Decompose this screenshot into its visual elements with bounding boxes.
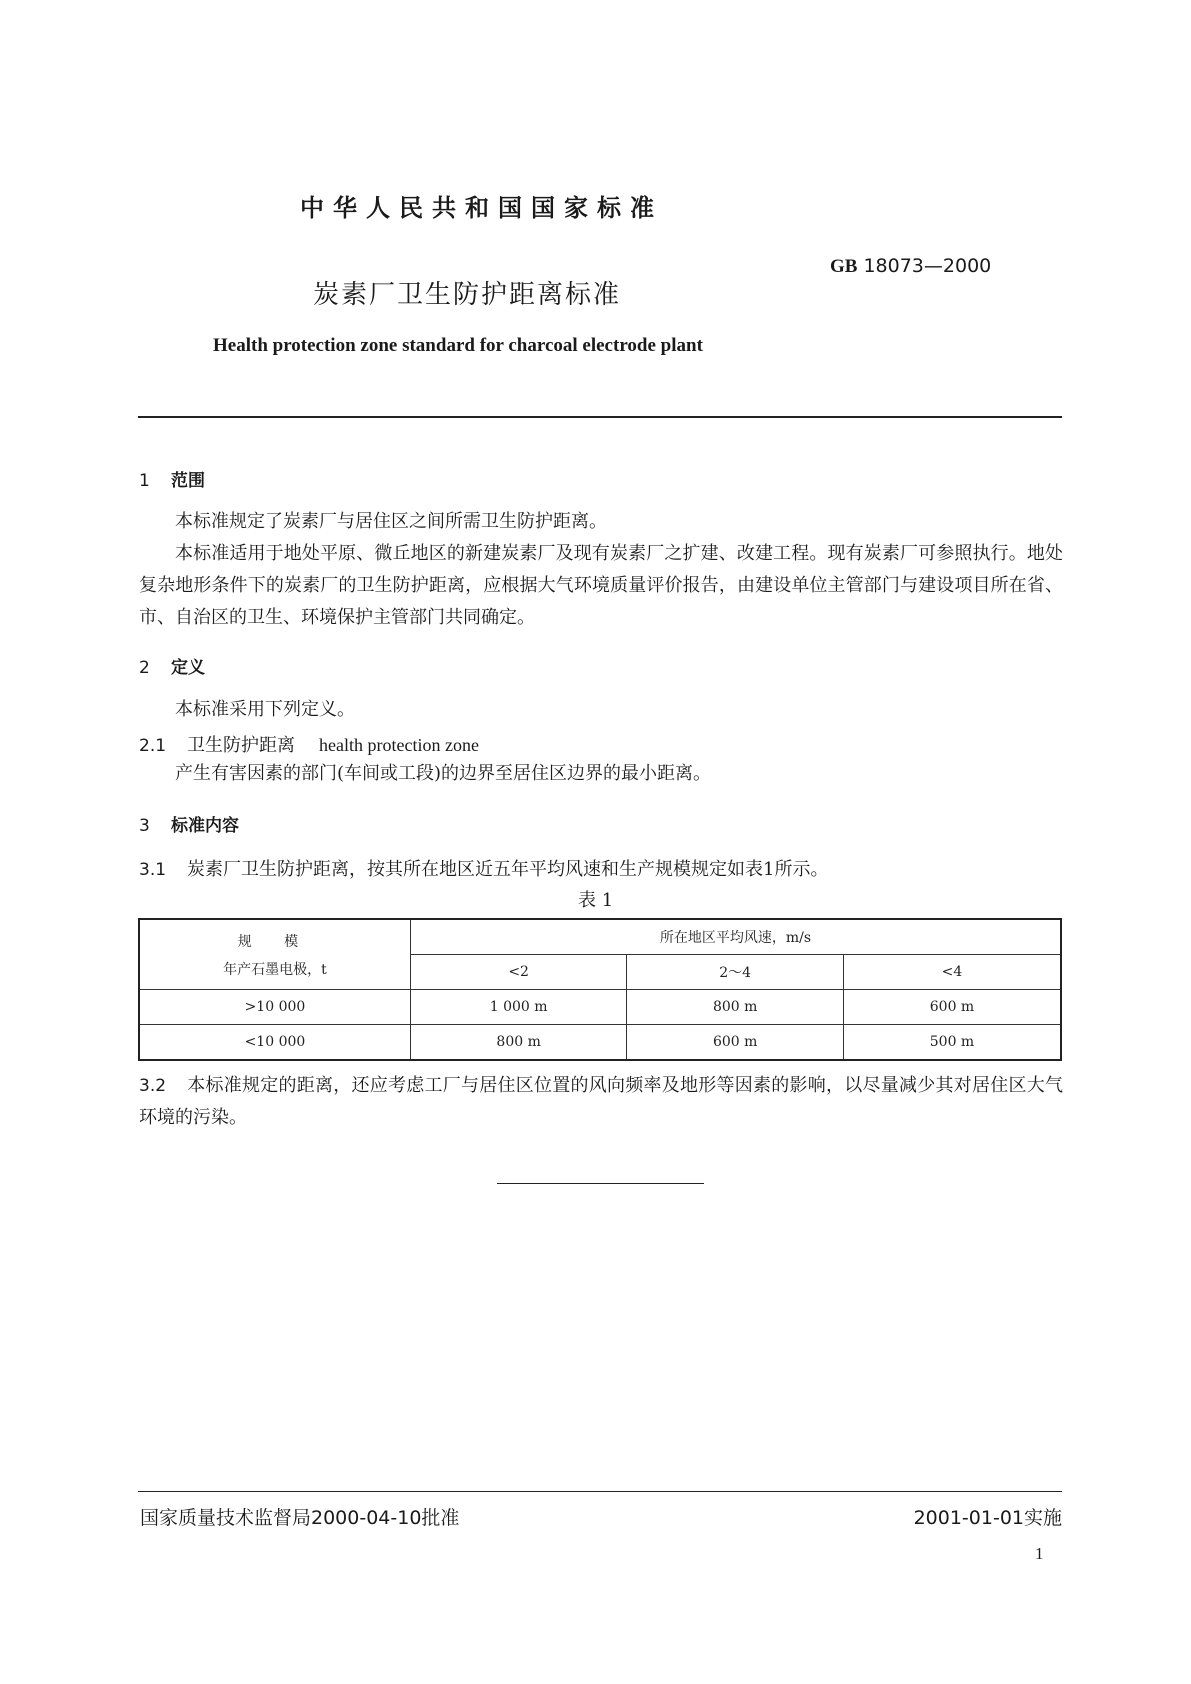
- distance-cell: 800 m: [410, 1025, 627, 1061]
- standard-code-prefix: GB: [830, 256, 858, 277]
- standard-title: 炭素厂卫生防护距离标准: [313, 280, 622, 310]
- clause-number: 3.2: [139, 1076, 167, 1096]
- clause-text: 炭素厂卫生防护距离，按其所在地区近五年平均风速和生产规模规定如表1所示。: [187, 859, 829, 880]
- table-row: [139, 1025, 1061, 1061]
- table-caption: 表 1: [578, 890, 614, 911]
- distance-table: [138, 918, 1062, 1061]
- page-number: 1: [1035, 1544, 1044, 1563]
- header-divider: [138, 416, 1062, 418]
- section-number: 1: [139, 471, 150, 491]
- clause-2-1: [139, 731, 479, 757]
- section-title: 标准内容: [171, 816, 239, 836]
- section-3-heading: [139, 811, 239, 836]
- section-2-heading: [139, 653, 205, 678]
- end-of-text-rule: [497, 1183, 704, 1184]
- wind-col-header: <2: [410, 955, 627, 990]
- section-1-paragraph-2: 本标准适用于地处平原、微丘地区的新建炭素厂及现有炭素厂之扩建、改建工程。现有炭素厂可参照执行。地处复杂地形条件下的炭素厂的卫生防护距离，应根据大气环境质量评价报告，由建设单位主管部门与建设项目所在省、市、自治区的卫生、环境保护主管部门共同确定。: [139, 543, 1063, 628]
- clause-3-1: [139, 855, 828, 881]
- section-number: 3: [139, 816, 150, 836]
- clause-term-english: health protection zone: [319, 735, 479, 755]
- wind-col-header: <4: [843, 955, 1061, 990]
- clause-number: 2.1: [139, 736, 167, 756]
- distance-cell: 800 m: [627, 990, 844, 1025]
- section-number: 2: [139, 658, 150, 678]
- section-title: 范围: [171, 471, 205, 491]
- footer-divider: [138, 1491, 1062, 1492]
- wind-col-header: 2～4: [627, 955, 844, 990]
- standard-title-english: Health protection zone standard for charcoal electrode plant: [213, 335, 703, 356]
- scale-label: 规 模: [237, 933, 313, 950]
- standard-code-number: 18073—2000: [863, 255, 992, 277]
- distance-cell: 600 m: [843, 990, 1061, 1025]
- clause-3-2: [139, 1070, 1063, 1134]
- clause-number: 3.1: [139, 860, 167, 880]
- section-2-paragraph-1: 本标准采用下列定义。: [175, 699, 355, 720]
- scale-header-cell: [139, 919, 410, 990]
- effective-date: 2001-01-01实施: [913, 1507, 1062, 1529]
- clause-2-1-definition: 产生有害因素的部门(车间或工段)的边界至居住区边界的最小距离。: [175, 763, 712, 784]
- clause-text: 本标准规定的距离，还应考虑工厂与居住区位置的风向频率及地形等因素的影响，以尽量减少其对居住区大气环境的污染。: [139, 1075, 1063, 1128]
- national-standard-heading: 中华人民共和国国家标准: [300, 194, 663, 222]
- table-row: [139, 990, 1061, 1025]
- scale-cell: >10 000: [139, 990, 410, 1025]
- distance-cell: 500 m: [843, 1025, 1061, 1061]
- section-1-heading: [139, 466, 205, 491]
- standard-code: [830, 255, 991, 278]
- distance-cell: 1 000 m: [410, 990, 627, 1025]
- wind-speed-header: 所在地区平均风速，m/s: [410, 919, 1061, 955]
- section-1-paragraph-1: 本标准规定了炭素厂与居住区之间所需卫生防护距离。: [175, 511, 607, 532]
- scale-sublabel: 年产石墨电极，t: [223, 961, 327, 978]
- section-title: 定义: [171, 658, 205, 678]
- clause-term: 卫生防护距离: [187, 735, 295, 756]
- approval-date: 国家质量技术监督局2000-04-10批准: [140, 1507, 460, 1529]
- distance-cell: 600 m: [627, 1025, 844, 1061]
- scale-cell: <10 000: [139, 1025, 410, 1061]
